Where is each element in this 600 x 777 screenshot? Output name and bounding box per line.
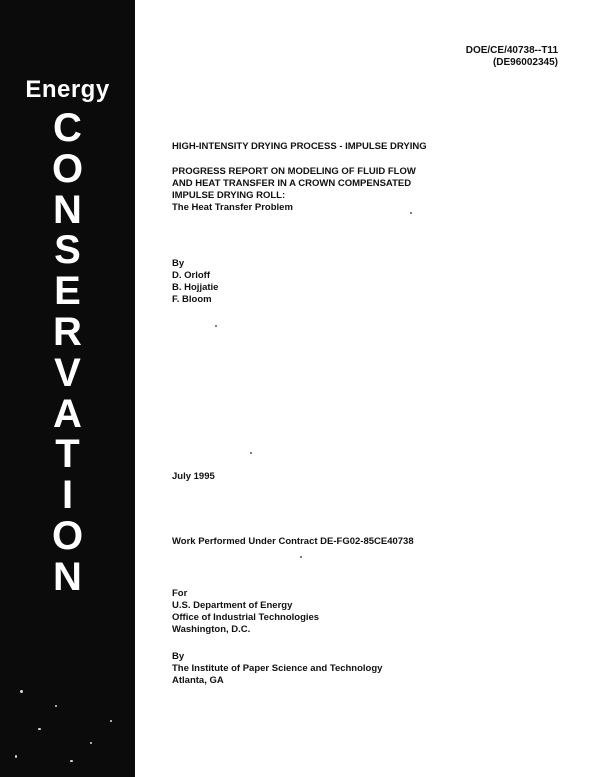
authors-label: By (172, 258, 185, 269)
sponsor-block (172, 588, 319, 636)
letter: A (53, 391, 82, 436)
performer-line: Atlanta, GA (172, 675, 224, 686)
scan-speck (215, 325, 217, 327)
energy-conservation-sidebar (0, 0, 135, 777)
document-number-line: (DE96002345) (492, 57, 558, 68)
author-name: D. Orloff (172, 270, 210, 281)
subtitle-line: PROGRESS REPORT ON MODELING OF FLUID FLOW (172, 166, 416, 177)
letter: V (54, 350, 81, 395)
subtitle-line: The Heat Transfer Problem (172, 202, 293, 213)
report-title (172, 141, 427, 153)
performer-line: The Institute of Paper Science and Technology (172, 663, 383, 674)
letter: S (54, 228, 81, 273)
letter: T (55, 432, 80, 477)
contract-statement (172, 536, 414, 548)
sponsor-line: Office of Industrial Technologies (172, 612, 320, 623)
speckle (20, 690, 23, 693)
authors-block (172, 258, 218, 306)
report-date-text: July 1995 (172, 471, 215, 482)
speckle (90, 742, 92, 744)
letter: O (51, 146, 84, 191)
letter: N (53, 554, 82, 599)
author-name: F. Bloom (172, 294, 212, 305)
sponsor-label: For (172, 588, 188, 599)
scan-speck (300, 556, 302, 558)
conservation-vertical-word (0, 108, 135, 598)
report-title-text: HIGH-INTENSITY DRYING PROCESS - IMPULSE DRYING (172, 141, 427, 152)
speckle (110, 720, 112, 722)
contract-text: Work Performed Under Contract DE-FG02-85CE40738 (172, 536, 414, 547)
letter: I (61, 473, 74, 518)
report-date (172, 471, 215, 483)
speckle (55, 705, 57, 707)
speckle (70, 760, 73, 762)
scan-speck (410, 212, 412, 214)
subtitle-line: IMPULSE DRYING ROLL: (172, 190, 286, 201)
performer-label: By (172, 651, 185, 662)
author-name: B. Hojjatie (172, 282, 219, 293)
letter: E (54, 269, 81, 314)
letter: N (53, 187, 82, 232)
scan-speck (250, 452, 252, 454)
letter: C (53, 106, 82, 150)
sponsor-line: Washington, D.C. (172, 624, 251, 635)
document-number (466, 45, 558, 69)
sponsor-line: U.S. Department of Energy (172, 600, 293, 611)
letter: O (51, 513, 84, 558)
document-number-line: DOE/CE/40738--T11 (465, 45, 558, 56)
subtitle-line: AND HEAT TRANSFER IN A CROWN COMPENSATED (172, 178, 412, 189)
speckle (38, 728, 41, 730)
letter: R (53, 309, 82, 354)
report-subtitle (172, 166, 416, 214)
performer-block (172, 651, 382, 687)
speckle (15, 755, 17, 758)
sidebar-title: Energy (25, 76, 110, 103)
